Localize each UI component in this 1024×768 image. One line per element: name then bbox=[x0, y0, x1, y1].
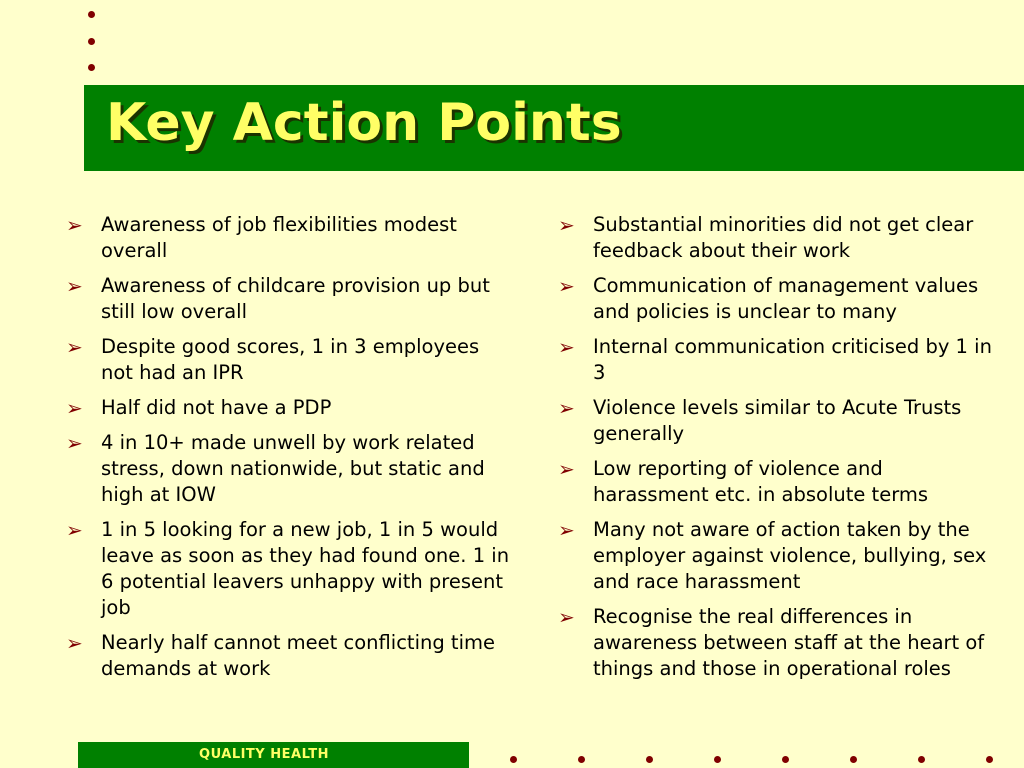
bullet-text: Many not aware of action taken by the employer against violence, bullying, sex and race harassment bbox=[593, 518, 987, 593]
bullet-text: Violence levels similar to Acute Trusts generally bbox=[593, 396, 962, 445]
bullet-item bbox=[558, 456, 998, 508]
bullet-text: 4 in 10+ made unwell by work related stress, down nationwide, but static and high at IOW bbox=[101, 431, 485, 506]
bullet-text: Substantial minorities did not get clear feedback about their work bbox=[593, 213, 974, 262]
slide-title: Key Action Points bbox=[106, 93, 622, 153]
bullet-text: Half did not have a PDP bbox=[101, 396, 332, 419]
dot-icon bbox=[88, 38, 95, 45]
footer-label: QUALITY HEALTH bbox=[199, 747, 329, 762]
bullet-item bbox=[66, 517, 516, 621]
dot-icon bbox=[782, 756, 789, 763]
dot-icon bbox=[510, 756, 517, 763]
arrow-bullet-icon: ➢ bbox=[558, 518, 575, 542]
left-column bbox=[66, 212, 516, 691]
bullet-text: Recognise the real differences in awareness between staff at the heart of things and those in operational roles bbox=[593, 605, 985, 680]
bullet-text: Nearly half cannot meet conflicting time demands at work bbox=[101, 631, 495, 680]
arrow-bullet-icon: ➢ bbox=[558, 335, 575, 359]
dot-icon bbox=[578, 756, 585, 763]
arrow-bullet-icon: ➢ bbox=[66, 213, 83, 237]
dot-icon bbox=[88, 64, 95, 71]
arrow-bullet-icon: ➢ bbox=[66, 631, 83, 655]
arrow-bullet-icon: ➢ bbox=[66, 335, 83, 359]
dot-icon bbox=[88, 11, 95, 18]
bullet-text: Awareness of job flexibilities modest overall bbox=[101, 213, 457, 262]
bullet-item bbox=[558, 604, 998, 682]
dot-icon bbox=[918, 756, 925, 763]
bullet-text: 1 in 5 looking for a new job, 1 in 5 would leave as soon as they had found one. 1 in 6 potential leavers unhappy with present job bbox=[101, 518, 510, 619]
decorative-dots-bottom bbox=[0, 756, 1024, 766]
bullet-text: Low reporting of violence and harassment etc. in absolute terms bbox=[593, 457, 929, 506]
bullet-item bbox=[558, 517, 998, 595]
arrow-bullet-icon: ➢ bbox=[66, 396, 83, 420]
dot-icon bbox=[850, 756, 857, 763]
bullet-text: Awareness of childcare provision up but still low overall bbox=[101, 274, 490, 323]
bullet-item bbox=[558, 334, 998, 386]
arrow-bullet-icon: ➢ bbox=[558, 213, 575, 237]
arrow-bullet-icon: ➢ bbox=[66, 274, 83, 298]
arrow-bullet-icon: ➢ bbox=[558, 457, 575, 481]
bullet-text: Internal communication criticised by 1 in 3 bbox=[593, 335, 992, 384]
bullet-item bbox=[66, 430, 516, 508]
left-bullet-list bbox=[66, 212, 516, 682]
dot-icon bbox=[714, 756, 721, 763]
dot-icon bbox=[986, 756, 993, 763]
right-column bbox=[558, 212, 998, 691]
bullet-item bbox=[66, 273, 516, 325]
bullet-item bbox=[558, 273, 998, 325]
arrow-bullet-icon: ➢ bbox=[558, 605, 575, 629]
arrow-bullet-icon: ➢ bbox=[66, 431, 83, 455]
right-bullet-list bbox=[558, 212, 998, 682]
arrow-bullet-icon: ➢ bbox=[558, 274, 575, 298]
arrow-bullet-icon: ➢ bbox=[558, 396, 575, 420]
bullet-item bbox=[66, 334, 516, 386]
arrow-bullet-icon: ➢ bbox=[66, 518, 83, 542]
bullet-text: Communication of management values and policies is unclear to many bbox=[593, 274, 979, 323]
bullet-item bbox=[66, 395, 516, 421]
title-band bbox=[84, 85, 1024, 171]
bullet-item bbox=[66, 212, 516, 264]
bullet-text: Despite good scores, 1 in 3 employees not had an IPR bbox=[101, 335, 480, 384]
bullet-item bbox=[558, 395, 998, 447]
bullet-item bbox=[66, 630, 516, 682]
bullet-item bbox=[558, 212, 998, 264]
dot-icon bbox=[646, 756, 653, 763]
